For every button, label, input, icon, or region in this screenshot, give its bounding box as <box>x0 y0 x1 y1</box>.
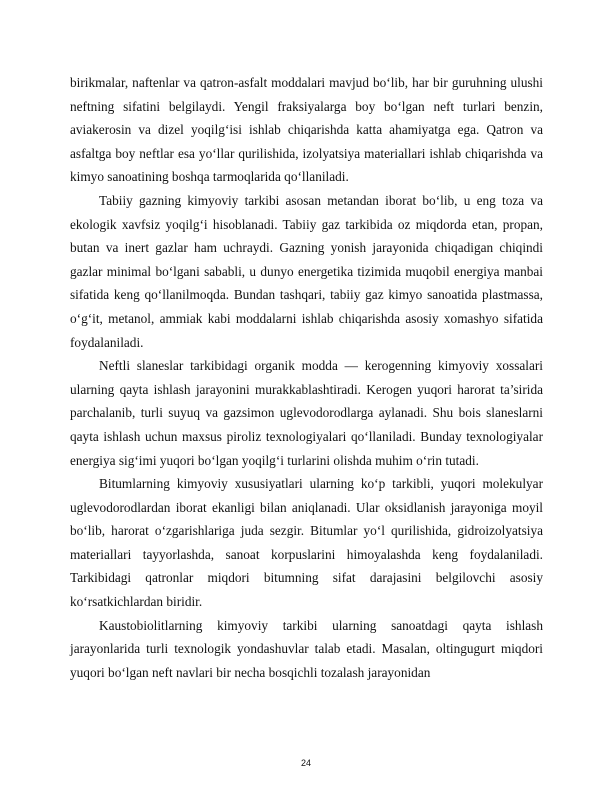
paragraph-2: Tabiiy gazning kimyoviy tarkibi asosan metandan iborat bo‘lib, u eng toza va ekologik xavfsiz yoqilg‘i hisoblanadi. Tabiiy gaz tarkibida oz miqdorda etan, propan, butan va inert gazlar ham uchraydi. Gazning yonish jarayonida chiqadigan chiqindi gazlar minimal bo‘lgani sababli, u dunyo energetika tizimida muqobil energiya manbai sifatida keng qo‘llanilmoqda. Bundan tashqari, tabiiy gaz kimyo sanoatida plastmassa, o‘g‘it, metanol, ammiak kabi moddalarni ishlab chiqarishda asosiy xomashyo sifatida foydalaniladi. <box>70 192 543 350</box>
page-number: 24 <box>300 758 311 768</box>
body-text <box>70 71 543 684</box>
paragraph-1: birikmalar, naftenlar va qatron-asfalt moddalari mavjud bo‘lib, har bir guruhning ulushi neftning sifatini belgilaydi. Yengil fraksiyalarga boy bo‘lgan neft turlari benzin, aviakerosin va dizel yoqilg‘isi ishlab chiqarishda katta ahamiyatga ega. Qatron va asfaltga boy neftlar esa yo‘llar qurilishida, izolyatsiya materiallari ishlab chiqarishda va kimyo sanoatining boshqa tarmoqlarida qo‘llaniladi. <box>70 75 543 185</box>
paragraph-4: Bitumlarning kimyoviy xususiyatlari ularning ko‘p tarkibli, yuqori molekulyar uglevodorodlardan iborat ekanligi bilan aniqlanadi. Ular oksidlanish jarayoniga moyil bo‘lib, harorat o‘zgarishlariga juda sezgir. Bitumlar yo‘l qurilishida, gidroizolyatsiya materiallari tayyorlashda, sanoat korpuslarini himoyalashda keng foydalaniladi. Tarkibidagi qatronlar miqdori bitumning sifat darajasini belgilovchi asosiy ko‘rsatkichlardan biridir. <box>70 476 543 610</box>
paragraph-3: Neftli slaneslar tarkibidagi organik modda — kerogenning kimyoviy xossalari ularning qayta ishlash jarayonini murakkablashtiradi. Kerogen yuqori harorat ta’sirida parchalanib, turli suyuq va gazsimon uglevodorodlarga aylanadi. Shu bois slaneslarni qayta ishlash uchun maxsus piroliz texnologiyalari qo‘llaniladi. Bunday texnologiyalar energiya sig‘imi yuqori bo‘lgan yoqilg‘i turlarini olishda muhim o‘rin tutadi. <box>70 358 543 468</box>
paragraph-5: Kaustobiolitlarning kimyoviy tarkibi ularning sanoatdagi qayta ishlash jarayonlarida turli texnologik yondashuvlar talab etadi. Masalan, oltingugurt miqdori yuqori bo‘lgan neft navlari bir necha bosqichli tozalash jarayonidan <box>70 617 543 680</box>
